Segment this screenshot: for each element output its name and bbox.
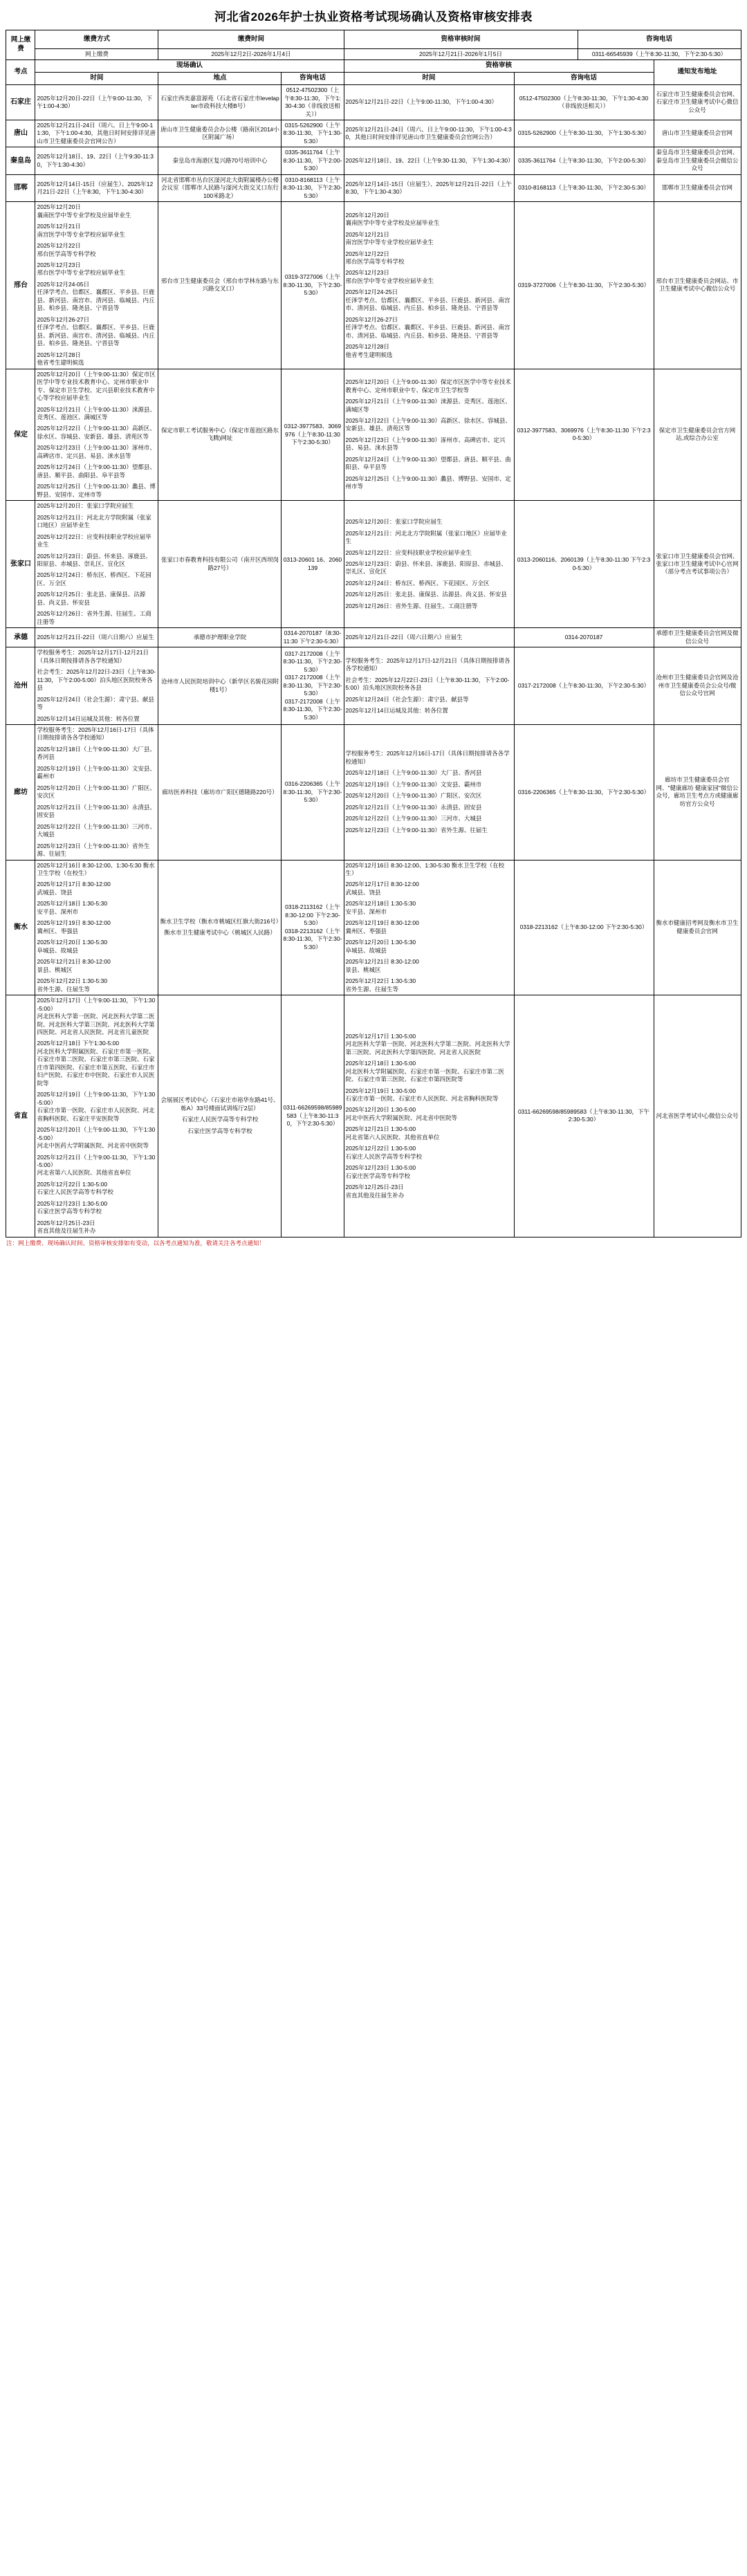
table-row	[6, 995, 741, 1238]
review-tel-cell: 0316-2206365（上午8:30-11:30，下午2:30-5:30）	[514, 724, 654, 860]
onsite-time-cell: 2025年12月20日-22日（上午9:00-11:30，下午1:00-4:30）	[35, 85, 158, 120]
review-tel-cell: 0319-3727006（上午8:30-11:30，下午2:30-5:30）	[514, 202, 654, 369]
onsite-time-cell: 2025年12月14日-15日（应届生）、2025年12月21日-22日（上午8:30，下午1:30-4:30）	[35, 174, 158, 201]
review-time-cell: 2025年12月21日-22日（周六日期六）应届生	[344, 628, 514, 647]
region-cell: 唐山	[6, 120, 35, 147]
onsite-place-cell: 张家口市春教育科技有限公司（南开区西坝岗路27号）	[158, 501, 282, 628]
value-contact-phone: 0311-66545939（上午8:30-11:30，下午2:30-5:30）	[578, 49, 741, 60]
review-time-cell: 2025年12月17日 1:30-5:00 河北医科大学第一医院、河北医科大学第二医院、河北医科大学第三医院、河北医科大学第四医院、河北省人民医院 2025年12月18日 1:30-5:00 河北医科大学附属医院、石家庄市第一医院、石家庄市第二医院、石家庄市第三医院、石家庄市第四医院等 2025年12月19日 1:30-5:00 石家庄市第一医院、石家庄市人民医院、河北省胸科医院等 2025年12月20日 1:30-5:00 河北中医药大学附属医院、河北省中医院等 2025年12月21日 1:30-5:00 河北省第六人民医院、其他省直单位 2025年12月22日 1:30-5:00 石家庄人民医学高等专科学校 2025年12月23日 1:30-5:00 石家庄医学高等专科学校 2025年12月25日-23日 省直其他及往届生补办	[344, 995, 514, 1238]
review-time-cell: 2025年12月20日：张家口学院应届生 2025年12月21日：河北北方学院附属（张家口地区）应届毕业生 2025年12月22日：应变科技职业学校应届毕业生 2025年12月23日：蔚县、怀来县、涿鹿县、阳原县、赤城县、崇礼区、宣化区 2025年12月24日：桥东区、桥西区、下花园区、万全区 2025年12月25日：张北县、康保县、沽源县、尚义县、怀安县 2025年12月26日：省外生源、往届生、工商注册等	[344, 501, 514, 628]
table-row	[6, 85, 741, 120]
onsite-place-cell: 廊坊医养科技（廊坊市广阳区德隆路220号）	[158, 724, 282, 860]
header-review-tel: 咨询电话	[514, 73, 654, 85]
region-cell: 廊坊	[6, 724, 35, 860]
header-onsite: 现场确认	[35, 60, 344, 73]
table-row	[6, 860, 741, 995]
review-tel-cell: 0310-8168113（上午8:30-11:30，下午2:30-5:30）	[514, 174, 654, 201]
header-onsite-place: 地点	[158, 73, 282, 85]
footer-note: 注：网上缴费、现场确认时间、资格审核安排如有变动，以各考点通知为准，敬请关注各考点通知！	[6, 1239, 266, 1246]
onsite-place-cell: 承德市护理职业学院	[158, 628, 282, 647]
header-payment-method: 缴费方式	[35, 30, 158, 49]
onsite-time-cell: 学校服务考生：2025年12月16日-17日（具体日期按排请各各学校通知） 2025年12月18日（上午9:00-11:30）大厂县、香河县 2025年12月19日（上午9:00-11:30）文安县、霸州市 2025年12月20日（上午9:00-11:30）广阳区、安次区 2025年12月21日（上午9:00-11:30）永清县、固安县 2025年12月22日（上午9:00-11:30）三河市、大城县 2025年12月23日（上午9:00-11:30）省外生源、往届生	[35, 724, 158, 860]
review-tel-cell: 0314-2070187	[514, 628, 654, 647]
header-review-time-2: 时间	[344, 73, 514, 85]
review-tel-cell: 0335-3611764（上午8:30-11:30，下午2:00-5:30）	[514, 147, 654, 174]
page-title: 河北省2026年护士执业资格考试现场确认及资格审核安排表	[214, 10, 533, 24]
onsite-tel-cell: 0315-5262900（上午8:30-11:30，下午1:30-5:30）	[282, 120, 344, 147]
review-tel-cell: 0312-3977583、3069976（上午8:30-11:30 下午2:30-5:30）	[514, 369, 654, 501]
value-payment-time: 2025年12月2日-2026年1月4日	[158, 49, 344, 60]
header-review-time: 资格审核时间	[344, 30, 578, 49]
notice-cell: 张家口市卫生健康委员会官网、张家口市卫生健康考试中心官网（部分考点考试事项公告）	[654, 501, 741, 628]
review-time-cell: 2025年12月20日（上午9:00-11:30）保定市区医学中等专业技术教育中心、定州市职业中专、保定市卫生学校等 2025年12月21日（上午9:00-11:30）涞源县、竞秀区、莲池区、满城区等 2025年12月22日（上午9:00-11:30）高新区、徐水区、容城县、安新县、雄县、清苑区等 2025年12月23日（上午9:00-11:30）涿州市、高碑店市、定兴县、易县、涞水县等 2025年12月24日（上午9:00-11:30）望都县、唐县、顺平县、曲阳县、阜平县等 2025年12月25日（上午9:00-11:30）蠡县、博野县、安国市、定州市等	[344, 369, 514, 501]
onsite-tel-cell: 0312-3977583、3069976（上午8:30-11:30 下午2:30-5:30）	[282, 369, 344, 501]
onsite-place-cell: 石家庄西美嘉富源苑（石北省石家庄市levelapter市政科技大楼B号）	[158, 85, 282, 120]
table-row	[6, 147, 741, 174]
region-cell: 张家口	[6, 501, 35, 628]
region-cell: 省直	[6, 995, 35, 1238]
onsite-tel-cell: 0316-2206365（上午8:30-11:30，下午2:30-5:30）	[282, 724, 344, 860]
table-header-row-4	[6, 73, 741, 85]
review-time-cell: 学校服务考生：2025年12月17日-12月21日（具体日期按排请各各学校通知） 社会考生：2025年12月22日-23日（上午8:30-11:30，下午2:00-5:00）泊头地区医院校务各县 2025年12月24日（社会生源）：肃宁县、献县等 2025年12月14日运城及其他：转各位置	[344, 647, 514, 725]
notice-cell: 秦皇岛市卫生健康委员会官网、秦皇岛市卫生健康委员会微信公众号	[654, 147, 741, 174]
table-row	[6, 647, 741, 725]
region-cell: 邢台	[6, 202, 35, 369]
region-cell: 保定	[6, 369, 35, 501]
value-review-time: 2025年12月21日-2026年1月5日	[344, 49, 578, 60]
table-row	[6, 501, 741, 628]
onsite-time-cell: 2025年12月21日-22日（周六日期六）应届生	[35, 628, 158, 647]
header-region: 考点	[6, 60, 35, 85]
onsite-tel-cell: 0512-47502300（上午8:30-11:30，下午1:30-4:30（非线放送相关））	[282, 85, 344, 120]
table-row	[6, 174, 741, 201]
review-time-cell: 2025年12月21日-24日（周六、日上午9:00-11:30，下午1:00-4:30，其他日时间安排详见唐山市卫生健康委员会官网公告）	[344, 120, 514, 147]
onsite-place-cell: 秦皇岛市海港区复兴路70号培训中心	[158, 147, 282, 174]
header-notice: 通知发布地址	[654, 60, 741, 85]
table-row	[6, 724, 741, 860]
table-header-row-1	[6, 30, 741, 49]
review-time-cell: 学校服务考生：2025年12月16日-17日（具体日期按排请各各学校通知） 2025年12月18日（上午9:00-11:30）大厂县、香河县 2025年12月19日（上午9:00-11:30）文安县、霸州市 2025年12月20日（上午9:00-11:30）广阳区、安次区 2025年12月21日（上午9:00-11:30）永清县、固安县 2025年12月22日（上午9:00-11:30）三河市、大城县 2025年12月23日（上午9:00-11:30）省外生源、往届生	[344, 724, 514, 860]
value-payment-method: 网上缴费	[35, 49, 158, 60]
region-cell: 沧州	[6, 647, 35, 725]
onsite-place-cell: 邢台市卫生健康委员会（邢台市学林东路与东兴路交叉口）	[158, 202, 282, 369]
header-review: 资格审核	[344, 60, 654, 73]
header-onsite-tel: 咨询电话	[282, 73, 344, 85]
table-row	[6, 369, 741, 501]
review-tel-cell: 0315-5262900（上午8:30-11:30，下午1:30-5:30）	[514, 120, 654, 147]
review-time-cell: 2025年12月21日-22日（上午9:00-11:30，下午1:00-4:30）	[344, 85, 514, 120]
table-row	[6, 628, 741, 647]
onsite-tel-cell: 0314-2070187（8:30-11:30 下午2:30-5:30）	[282, 628, 344, 647]
region-cell: 石家庄	[6, 85, 35, 120]
review-time-cell: 2025年12月16日 8:30-12:00、1:30-5:30 衡水卫生学校（在校生） 2025年12月17日 8:30-12:00 武城县、饶县 2025年12月18日 1:30-5:30 安平县、深州市 2025年12月19日 8:30-12:00 冀州区、枣强县 2025年12月20日 1:30-5:30 阜城县、故城县 2025年12月21日 8:30-12:00 景县、桃城区 2025年12月22日 1:30-5:30 省外生源、往届生等	[344, 860, 514, 995]
onsite-place-cell: 唐山市卫生健康委员会办公楼（路南区201#小区附属广场）	[158, 120, 282, 147]
review-tel-cell: 0311-66269598/85989583（上午8:30-11:30，下午2:30-5:30）	[514, 995, 654, 1238]
onsite-time-cell: 2025年12月20日（上午9:00-11:30）保定市区医学中等专业技术教育中心、定州市职业中专、保定市卫生学校、定兴县职业技术教育中心等学校应届毕业生 2025年12月21日（上午9:00-11:30）涞源县、竞秀区、莲池区、满城区等 2025年12月22日（上午9:00-11:30）高新区、徐水区、容城县、安新县、雄县、清苑区等 2025年12月23日（上午9:00-11:30）涿州市、高碑店市、定兴县、易县、涞水县等 2025年12月24日（上午9:00-11:30）望都县、唐县、顺平县、曲阳县、阜平县等 2025年12月25日（上午9:00-11:30）蠡县、博野县、安国市、定州市等	[35, 369, 158, 501]
onsite-time-cell: 学校服务考生：2025年12月17日-12月21日（具体日期按排请各各学校通知） 社会考生：2025年12月22日-23日（上午8:30-11:30，下午2:00-5:00）泊头地区医院校务各县 2025年12月24日（社会生源）：肃宁县、献县等 2025年12月14日运城及其他：转各位置	[35, 647, 158, 725]
header-contact-phone: 咨询电话	[578, 30, 741, 49]
review-tel-cell: 0317-2172008（上午8:30-11:30，下午2:30-5:30）	[514, 647, 654, 725]
region-cell: 衡水	[6, 860, 35, 995]
notice-cell: 保定市卫生健康委员会官方网站,或综合办公室	[654, 369, 741, 501]
notice-cell: 沧州市卫生健康委员会官网及沧州市卫生健康委员会公众号/微信公众号官网	[654, 647, 741, 725]
onsite-tel-cell: 0313-20601 16、2060139	[282, 501, 344, 628]
onsite-tel-cell: 0318-2113162（上午8:30-12:00 下午2:30-5:30） 0318-2213162（上午8:30-11:30，下午2:30-5:30）	[282, 860, 344, 995]
region-cell: 承德	[6, 628, 35, 647]
header-payment-time: 缴费时间	[158, 30, 344, 49]
onsite-time-cell: 2025年12月21日-24日（周六、日上午9:00-11:30，下午1:00-4:30，其他日时间安排详见唐山市卫生健康委员会官网公告）	[35, 120, 158, 147]
review-time-cell: 2025年12月20日 襄南医学中等专业学校及应届毕业生 2025年12月21日 南宫医学中等专业学校应届毕业生 2025年12月22日 邢台医学高等专科学校 2025年12月23日 邢台医学中等专业学校应届毕业生 2025年12月24-25日 任泽学考点、信都区、襄都区、平乡县、巨鹿县、新河县、南宫市、清河县、临城县、内丘县、柏乡县、隆尧县、宁晋县等 2025年12月26-27日 任泽学考点、信都区、襄都区、平乡县、巨鹿县、新河县、南宫市、清河县、临城县、内丘县、柏乡县、隆尧县、宁晋县等 2025年12月28日 他省考生建明候选	[344, 202, 514, 369]
region-cell: 邯郸	[6, 174, 35, 201]
onsite-time-cell: 2025年12月20日：张家口学院应届生 2025年12月21日：河北北方学院附属（张家口地区）应届毕业生 2025年12月22日：应变科技职业学校应届毕业生 2025年12月23日：蔚县、怀来县、涿鹿县、阳原县、赤城县、崇礼区、宣化区 2025年12月24日：桥东区、桥西区、下花园区、万全区 2025年12月25日：张北县、康保县、沽源县、尚义县、怀安县 2025年12月26日：省外生源、往届生、工商注册等	[35, 501, 158, 628]
schedule-table	[6, 30, 741, 1238]
header-onsite-time: 时间	[35, 73, 158, 85]
review-tel-cell: 0313-2060116、2060139（上午8:30-11:30 下午2:30-5:30）	[514, 501, 654, 628]
notice-cell: 邯郸市卫生健康委员会官网	[654, 174, 741, 201]
review-time-cell: 2025年12月18日、19、22日（上午9:30-11:30，下午1:30-4:30）	[344, 147, 514, 174]
onsite-place-cell: 河北省邯郸市丛台区滏河北大街附属楼办公楼会议室（邯郸市人民路与滏河大街交叉口东行100米路北）	[158, 174, 282, 201]
table-header-row-2	[6, 49, 741, 60]
region-cell: 秦皇岛	[6, 147, 35, 174]
table-body	[6, 85, 741, 1238]
table-row	[6, 120, 741, 147]
onsite-place-cell: 衡水卫生学校（衡水市桃城区红旗大街216号） 衡水市卫生健康考试中心（桃城区人民路）	[158, 860, 282, 995]
table-row	[6, 202, 741, 369]
onsite-tel-cell: 0311-66269598/85989583（上午8:30-11:30，下午2:30-5:30）	[282, 995, 344, 1238]
table-header-row-3	[6, 60, 741, 73]
onsite-place-cell: 沧州市人民医院培训中心（新华区名骏花园附楼1号）	[158, 647, 282, 725]
onsite-time-cell: 2025年12月17日（上午9:00-11:30，下午1:30-5:00） 河北医科大学第一医院、河北医科大学第二医院、河北医科大学第三医院、河北医科大学第四医院、河北省人民医院、河北省儿童医院 2025年12月18日 下午1:30-5:00 河北医科大学附属医院、石家庄市第一医院、石家庄市第二医院、石家庄市第三医院、石家庄市第四医院、石家庄市第五医院、石家庄市妇产医院、石家庄市中医院、石家庄市人民医院等 2025年12月19日（上午9:00-11:30，下午1:30-5:00） 石家庄市第一医院、石家庄市人民医院、河北省胸科医院、石家庄平安医院等 2025年12月20日（上午9:00-11:30，下午1:30-5:00） 河北中医药大学附属医院、河北省中医院等 2025年12月21日（上午9:00-11:30，下午1:30-5:00） 河北省第六人民医院、其他省直单位 2025年12月22日 1:30-5:00 石家庄人民医学高等专科学校 2025年12月23日 1:30-5:00 石家庄医学高等专科学校 2025年12月25日-23日 省直其他及往届生补办	[35, 995, 158, 1238]
notice-cell: 河北省医学考试中心微信公众号	[654, 995, 741, 1238]
onsite-time-cell: 2025年12月20日 襄南医学中等专业学校及应届毕业生 2025年12月21日 南宫医学中等专业学校应届毕业生 2025年12月22日 邢台医学高等专科学校 2025年12月23日 邢台医学中等专业学校应届毕业生 2025年12月24-05日 任泽学考点、信都区、襄都区、平乡县、巨鹿县、新河县、南宫市、清河县、临城县、内丘县、柏乡县、隆尧县、宁晋县等 2025年12月26-27日 任泽学考点、信都区、襄都区、平乡县、巨鹿县、新河县、南宫市、清河县、临城县、内丘县、柏乡县、隆尧县、宁晋县等 2025年12月28日 他省考生建明候选	[35, 202, 158, 369]
onsite-tel-cell: 0319-3727006（上午8:30-11:30，下午2:30-5:30）	[282, 202, 344, 369]
notice-cell: 廊坊市卫生健康委员会官网、"健康廊坊 健康家园"微信公众号，廊坊卫生考点方或健康廊坊官方公众号	[654, 724, 741, 860]
onsite-tel-cell: 0317-2172008（上午8:30-11:30，下午2:30-5:30） 0317-2172008（上午8:30-11:30，下午2:30-5:30） 0317-2172008（上午8:30-11:30，下午2:30-5:30）	[282, 647, 344, 725]
review-tel-cell: 0318-2213162（上午8:30-12:00 下午2:30-5:30）	[514, 860, 654, 995]
review-tel-cell: 0512-47502300（上午8:30-11:30，下午1:30-4:30（非线放送相关））	[514, 85, 654, 120]
onsite-tel-cell: 0310-8168113（上午8:30-11:30，下午2:30-5:30）	[282, 174, 344, 201]
notice-cell: 衡水市健康招考网及衡水市卫生健康委员会官网	[654, 860, 741, 995]
onsite-tel-cell: 0335-3611764（上午8:30-11:30，下午2:00-5:30）	[282, 147, 344, 174]
onsite-time-cell: 2025年12月18日、19、22日（上午9:30-11:30，下午1:30-4:30）	[35, 147, 158, 174]
onsite-time-cell: 2025年12月16日 8:30-12:00、1:30-5:30 衡水卫生学校（在校生） 2025年12月17日 8:30-12:00 武城县、饶县 2025年12月18日 1:30-5:30 安平县、深州市 2025年12月19日 8:30-12:00 冀州区、枣强县 2025年12月20日 1:30-5:30 阜城县、故城县 2025年12月21日 8:30-12:00 景县、桃城区 2025年12月22日 1:30-5:30 省外生源、往届生等	[35, 860, 158, 995]
onsite-place-cell: 保定市职工考试服务中心（保定市莲池区路东飞腾)网址	[158, 369, 282, 501]
notice-cell: 石家庄市卫生健康委员会官网、石家庄市卫生健康考试中心微信公众号	[654, 85, 741, 120]
notice-cell: 承德市卫生健康委员会官网及微信公众号	[654, 628, 741, 647]
notice-cell: 唐山市卫生健康委员会官网	[654, 120, 741, 147]
notice-cell: 邢台市卫生健康委员会网站、市卫生健康考试中心微信公众号	[654, 202, 741, 369]
payment-label-cell: 网上缴费	[6, 30, 35, 60]
onsite-place-cell: 会展展区考试中心（石家庄市裕华东路41号、栋A）33号楼面试训练厅2层） 石家庄人民医学高等专科学校 石家庄医学高等专科学校	[158, 995, 282, 1238]
review-time-cell: 2025年12月14日-15日（应届生）、2025年12月21日-22日（上午8:30，下午1:30-4:30）	[344, 174, 514, 201]
